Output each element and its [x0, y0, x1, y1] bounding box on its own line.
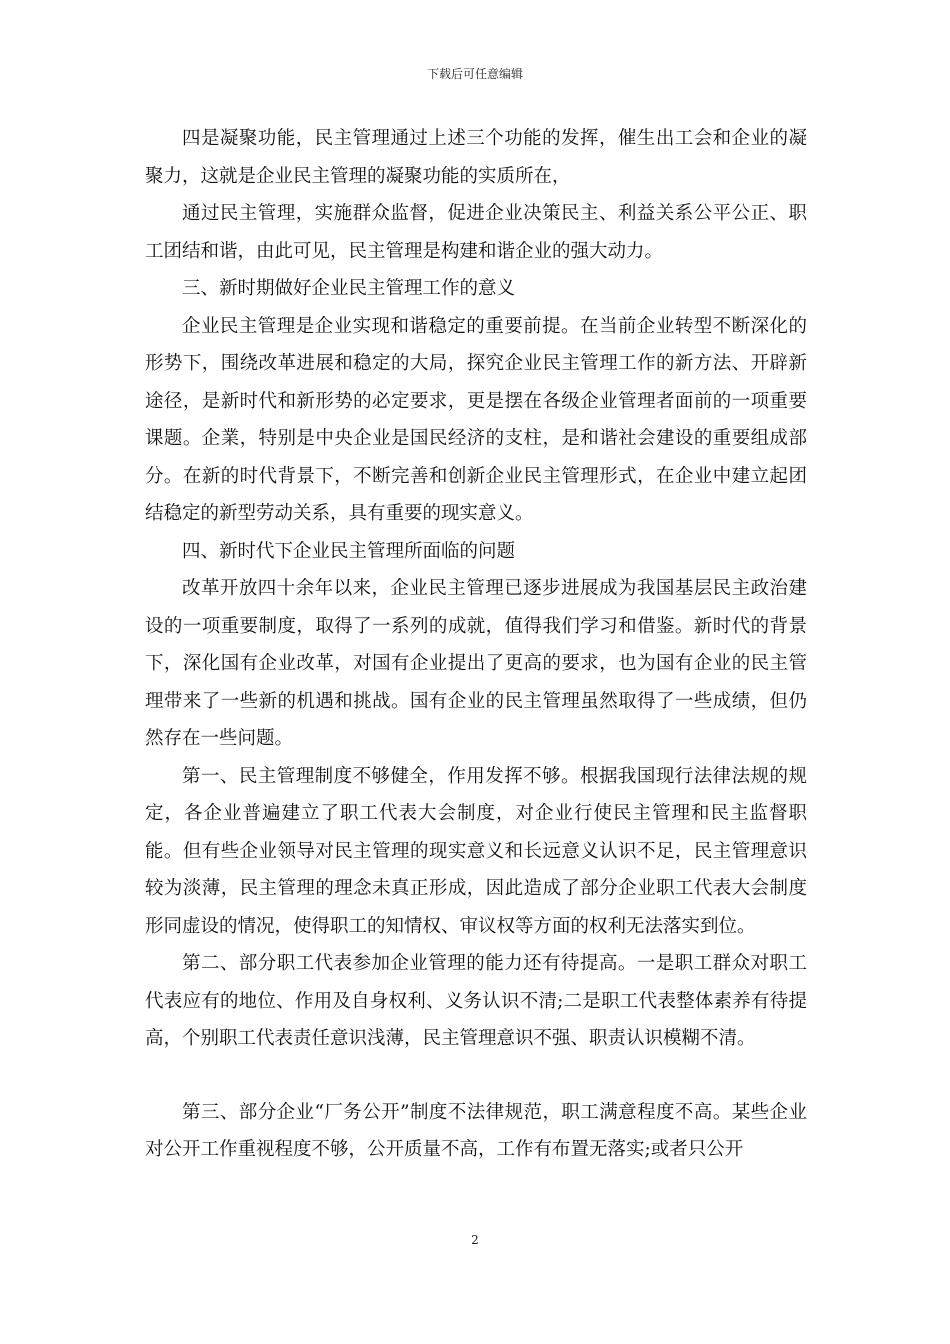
paragraph-reform-overview: 改革开放四十余年以来，企业民主管理已逐步进展成为我国基层民主政治建设的一项重要制度，取得了一系列的成就，值得我们学习和借鉴。新时代的背景下，深化国有企业改革，对国有企业提出了更高的要求，也为国有企业的民主管理带来了一些新的机遇和挑战。国有企业的民主管理虽然取得了一些成绩，但仍然存在一些问题。	[145, 578, 807, 749]
paragraph-problem-two: 第二、部分职工代表参加企业管理的能力还有待提高。一是职工群众对职工代表应有的地位、作用及自身权利、义务认识不清;二是职工代表整体素养有待提高，个别职工代表责任意识浅薄，民主管理意识不强、职责认识模糊不清。	[145, 953, 807, 1049]
paragraph-problem-one: 第一、民主管理制度不够健全，作用发挥不够。根据我国现行法律法规的规定，各企业普遍建立了职工代表大会制度，对企业行使民主管理和民主监督职能。但有些企业领导对民主管理的现实意义和长远意义认识不足，民主管理意识较为淡薄，民主管理的理念未真正形成，因此造成了部分企业职工代表大会制度形同虚设的情况，使得职工的知情权、审议权等方面的权利无法落实到位。	[145, 765, 807, 937]
document-body	[145, 120, 807, 1169]
paragraph-gap	[145, 1058, 807, 1094]
section-heading-problems: 四、新时代下企业民主管理所面临的问题	[182, 540, 516, 562]
page-number: 2	[471, 1233, 479, 1247]
paragraph-mass-supervision: 通过民主管理，实施群众监督，促进企业决策民主、利益关系公平公正、职工团结和谐，由此可见，民主管理是构建和谐企业的强大动力。	[145, 203, 807, 262]
section-heading-significance: 三、新时期做好企业民主管理工作的意义	[182, 278, 516, 299]
paragraph-cohesion-function: 四是凝聚功能，民主管理通过上述三个功能的发挥，催生出工会和企业的凝聚力，这就是企业民主管理的凝聚功能的实质所在，	[145, 128, 807, 187]
paragraph-significance: 企业民主管理是企业实现和谐稳定的重要前提。在当前企业转型不断深化的形势下，围绕改革进展和稳定的大局，探究企业民主管理工作的新方法、开辟新途径，是新时代和新形势的必定要求，更是摆在各级企业管理者面前的一项重要课题。企業，特别是中央企业是国民经济的支柱，是和谐社会建设的重要组成部分。在新的时代背景下，不断完善和创新企业民主管理形式，在企业中建立起团结稳定的新型劳动关系，具有重要的现实意义。	[145, 315, 807, 524]
paragraph-problem-three: 第三、部分企业“厂务公开”制度不法律规范，职工满意程度不高。某些企业对公开工作重视程度不够，公开质量不高，工作有布置无落实;或者只公开	[145, 1101, 807, 1160]
page-header: 下载后可任意编辑	[426, 67, 523, 81]
